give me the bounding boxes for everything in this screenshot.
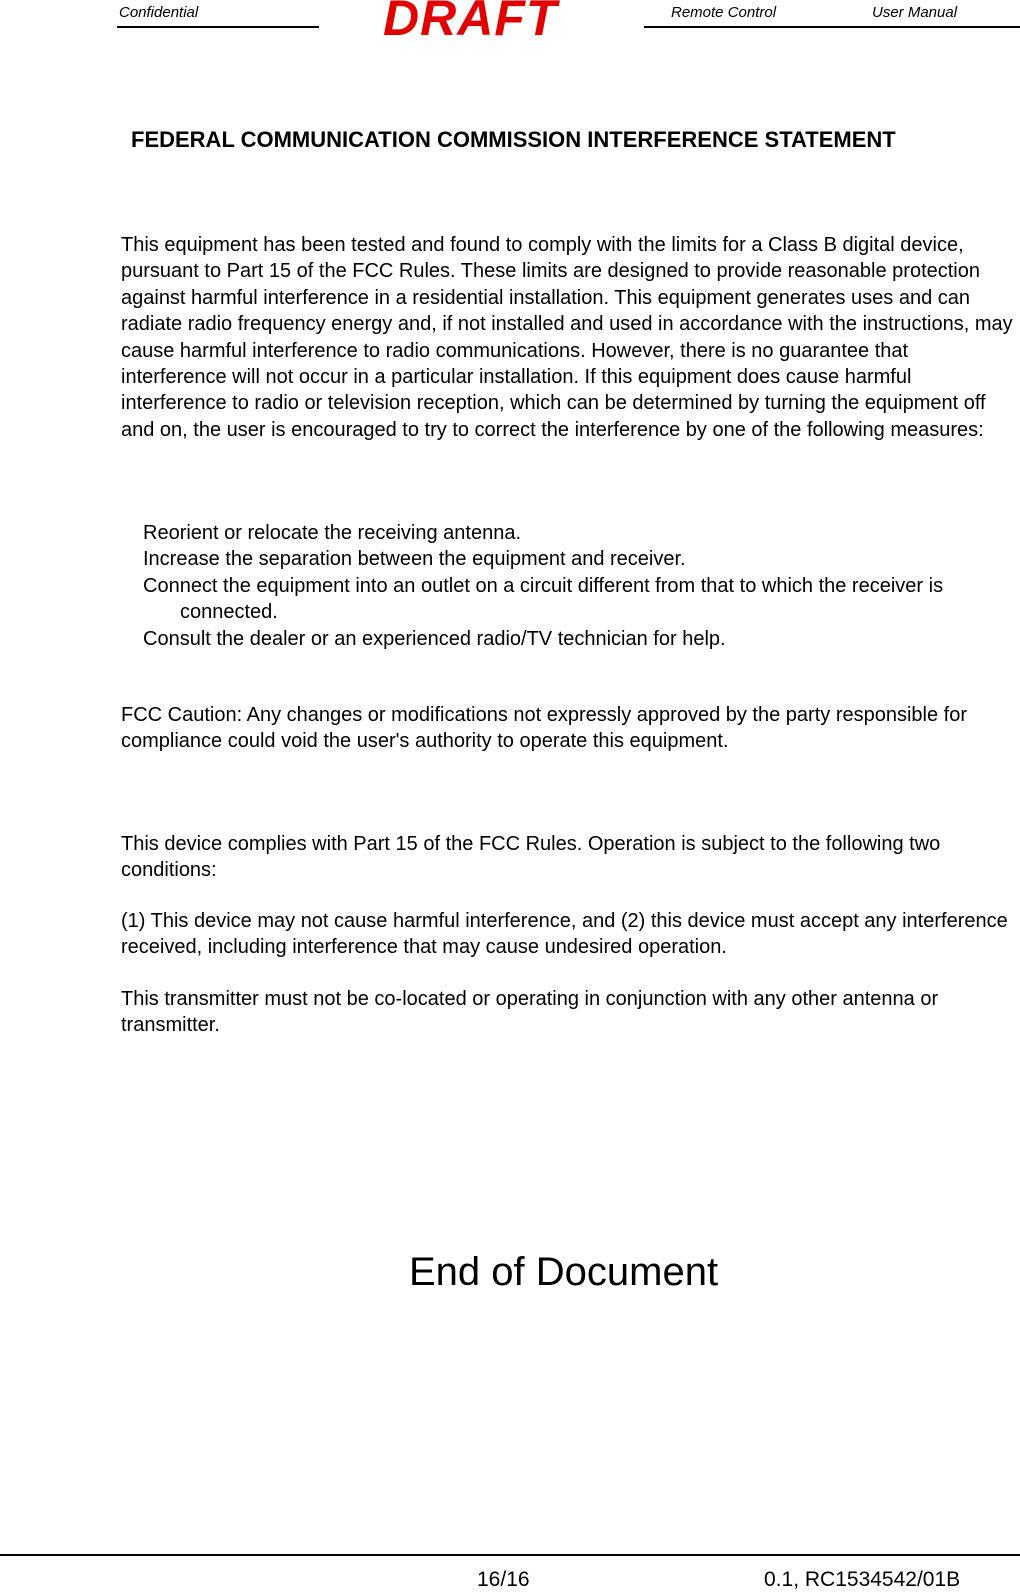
footer-rule [0,1554,1020,1556]
page-title: FEDERAL COMMUNICATION COMMISSION INTERFERENCE STATEMENT [131,127,896,152]
end-of-document: End of Document [409,1250,719,1294]
conditions-paragraph: (1) This device may not cause harmful interference, and (2) this device must accept any interference received, including interference that may cause undesired operation. [121,910,1008,959]
list-item: Connect the equipment into an outlet on a circuit different from that to which the receiver is connected. [143,574,944,624]
doc-version: 0.1, RC1534542/01B [764,1568,961,1591]
transmitter-paragraph: This transmitter must not be co-located or operating in conjunction with any other antenna or transmitter. [121,988,939,1037]
doc-id: RC1534542/01B [804,1568,961,1591]
page-number: 16/16 [477,1568,530,1591]
header-rule-right [644,26,1020,28]
header-confidential: Confidential [119,4,199,21]
list-item: Reorient or relocate the receiving antenna. [143,522,522,544]
header-doc-type: User Manual [872,4,958,21]
header-product: Remote Control [671,4,777,21]
measures-list [143,520,1003,652]
intro-paragraph: This equipment has been tested and found to comply with the limits for a Class B digital device, pursuant to Part 15 of the FCC Rules. These limits are designed to provide reasonable protection against harmful interference in a residential installation. This equipment generates uses and can radiate radio frequency energy and, if not installed and used in accordance with the instructions, may cause harmful interference to radio communications. However, there is no guarantee that interference will not occur in a particular installation. If this equipment does cause harmful interference to radio or television reception, which can be determined by turning the equipment off and on, the user is encouraged to try to correct the interference by one of the following measures: [121,234,1013,441]
header-rule-left [117,26,319,28]
draft-watermark: DRAFT [383,0,558,46]
list-item: Increase the separation between the equipment and receiver. [143,548,686,571]
list-item: Consult the dealer or an experienced radio/TV technician for help. [143,627,726,650]
version-number: 0.1 [764,1568,794,1591]
compliance-paragraph: This device complies with Part 15 of the FCC Rules. Operation is subject to the following two conditions: [121,833,941,882]
fcc-caution-paragraph: FCC Caution: Any changes or modifications not expressly approved by the party responsible for compliance could void the user's authority to operate this equipment. [121,704,967,753]
